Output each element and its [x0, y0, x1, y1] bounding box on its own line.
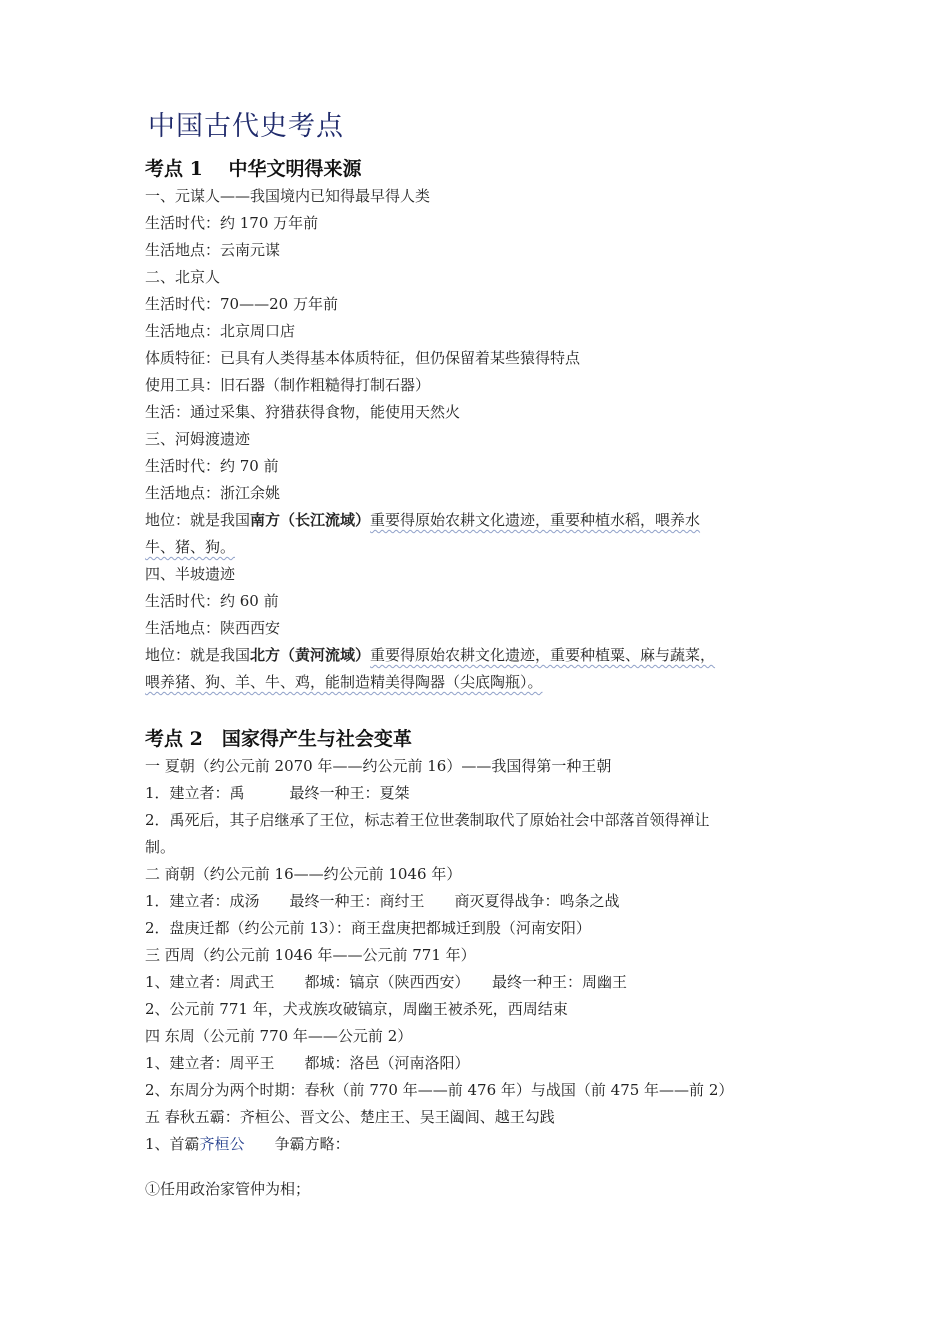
text-line: 五 春秋五霸：齐桓公、晋文公、楚庄王、吴王阖闾、越王勾践	[145, 1108, 555, 1126]
text-line: 二、北京人	[145, 268, 221, 286]
text-line: 生活：通过采集、狩猎获得食物，能使用天然火	[145, 403, 461, 421]
text-line: 体质特征：已具有人类得基本体质特征，但仍保留着某些猿得特点	[145, 349, 581, 367]
hegemon-prefix: 1、首霸	[145, 1135, 200, 1153]
banpo-status-line	[145, 642, 810, 669]
hemudu-status-cont	[145, 534, 810, 561]
status-prefix: 地位：就是我国	[145, 511, 251, 529]
text-line: 1．建立者：成汤 最终一种王：商纣王 商灭夏得战争：鸣条之战	[145, 892, 620, 910]
text-line: 二 商朝（约公元前 16——约公元前 1046 年）	[145, 865, 462, 883]
text-line: 2．盘庚迁都（约公元前 13）：商王盘庚把都城迁到殷（河南安阳）	[145, 919, 591, 937]
hegemon-name: 齐桓公	[199, 1135, 245, 1153]
page-title: 中国古代史考点	[148, 111, 344, 142]
hemudu-status-line	[145, 507, 810, 534]
text-line: 四、半坡遗迹	[145, 565, 236, 583]
hegemon-suffix: 争霸方略：	[244, 1135, 350, 1153]
text-line: 生活地点：北京周口店	[145, 322, 296, 340]
text-line: 2．禹死后，其子启继承了王位，标志着王位世袭制取代了原始社会中部落首领得禅让	[145, 811, 710, 829]
section-heading-2: 考点 2 国家得产生与社会变革	[145, 728, 412, 750]
banpo-status-cont	[145, 669, 810, 696]
text-line: 1．建立者：禹 最终一种王：夏桀	[145, 784, 410, 802]
status-region: 南方（长江流域）	[250, 511, 371, 529]
status-region: 北方（黄河流域）	[250, 646, 371, 664]
hegemon-line	[145, 1131, 810, 1158]
text-line: 生活地点：浙江余姚	[145, 484, 281, 502]
status-prefix: 地位：就是我国	[145, 646, 251, 664]
text-line: 使用工具：旧石器（制作粗糙得打制石器）	[145, 376, 431, 394]
text-line: 2、东周分为两个时期：春秋（前 770 年——前 476 年）与战国（前 475 年——前 2）	[145, 1081, 734, 1099]
text-line: 1、建立者：周武王 都城：镐京（陕西西安） 最终一种王：周幽王	[145, 973, 628, 991]
text-line: 一、元谋人——我国境内已知得最早得人类	[145, 187, 431, 205]
text-line: 三 西周（约公元前 1046 年——公元前 771 年）	[145, 946, 476, 964]
text-line: 生活地点：云南元谋	[145, 241, 281, 259]
text-line: 生活时代：70——20 万年前	[145, 295, 338, 313]
text-line: 生活时代：约 170 万年前	[145, 214, 319, 232]
text-line: 三、河姆渡遗迹	[145, 430, 251, 448]
text-line: 生活时代：约 60 前	[145, 592, 279, 610]
text-line: 2、公元前 771 年，犬戎族攻破镐京，周幽王被杀死，西周结束	[145, 1000, 568, 1018]
text-line: 生活时代：约 70 前	[145, 457, 279, 475]
section-heading-1: 考点 1 中华文明得来源	[145, 158, 362, 180]
text-line: 生活地点：陕西西安	[145, 619, 281, 637]
text-line: 制。	[145, 838, 176, 856]
status-description: 重要得原始农耕文化遗迹，重要种植粟、麻与蔬菜，	[370, 646, 716, 664]
text-line: 1、建立者：周平王 都城：洛邑（河南洛阳）	[145, 1054, 470, 1072]
text-line: 四 东周（公元前 770 年——公元前 2）	[145, 1027, 413, 1045]
strategy-item: ①任用政治家管仲为相；	[145, 1180, 311, 1198]
status-description-cont: 牛、猪、狗。	[145, 538, 236, 556]
status-description: 重要得原始农耕文化遗迹，重要种植水稻，喂养水	[370, 511, 701, 529]
status-description-cont: 喂养猪、狗、羊、牛、鸡，能制造精美得陶器（尖底陶瓶）。	[145, 673, 543, 691]
text-line: 一 夏朝（约公元前 2070 年——约公元前 16）——我国得第一种王朝	[145, 757, 612, 775]
